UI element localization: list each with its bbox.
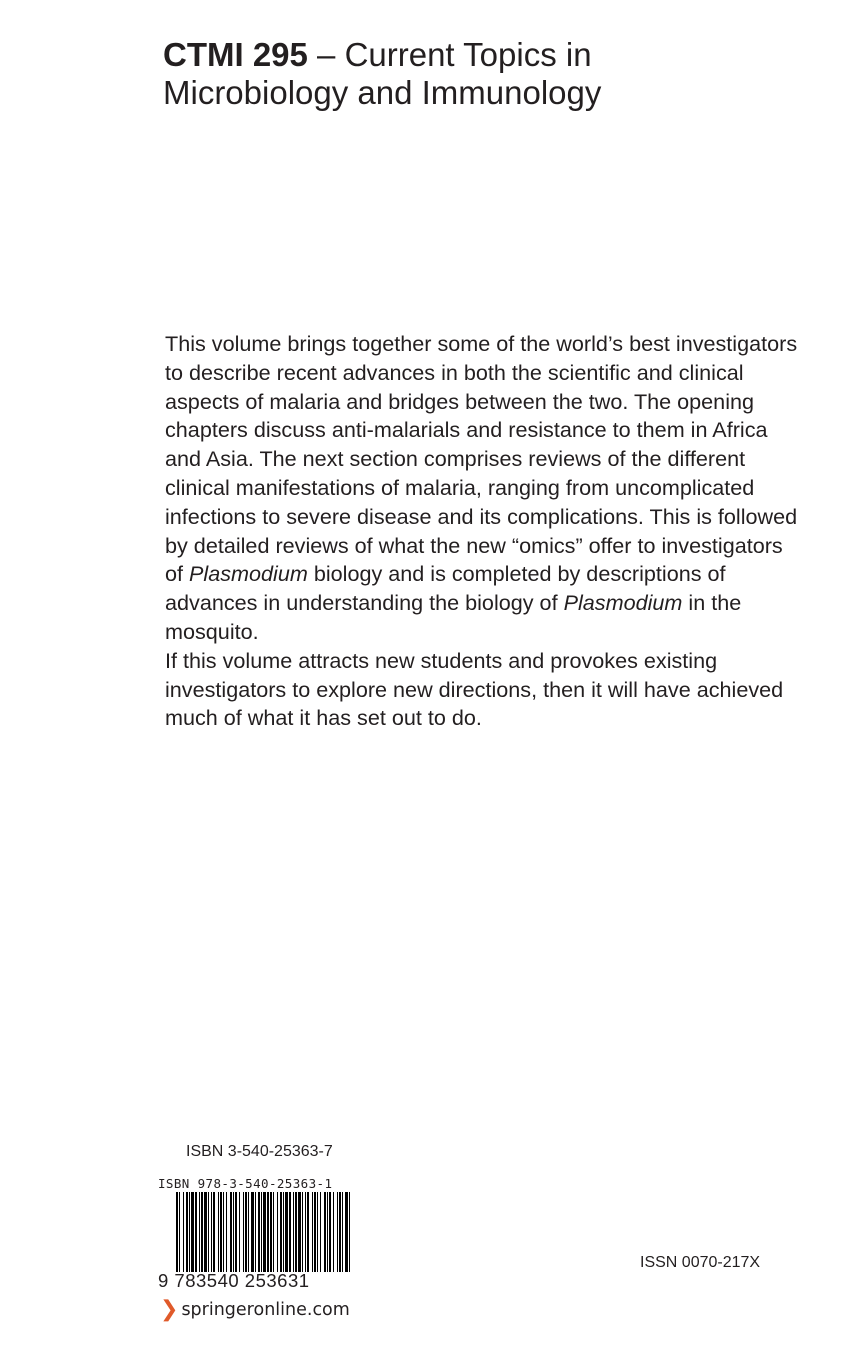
isbn-10: ISBN 3-540-25363-7 (186, 1143, 333, 1160)
barcode-bar (191, 1192, 194, 1272)
ean-digits: 9 783540 253631 (158, 1270, 310, 1291)
barcode-bar (199, 1192, 200, 1272)
barcode-bar (270, 1192, 272, 1272)
website-label: springeronline.com (181, 1300, 350, 1320)
barcode-bar (235, 1192, 237, 1272)
isbn-13: ISBN 978-3-540-25363-1 (158, 1176, 333, 1191)
chevron-right-icon: ❯ (160, 1297, 179, 1322)
barcode-bar (208, 1192, 209, 1272)
blurb-end: in the mosquito. (165, 590, 742, 644)
barcode-bar (280, 1192, 282, 1272)
barcode-bar (289, 1192, 291, 1272)
barcode-bar (248, 1192, 249, 1272)
barcode-block (158, 1176, 373, 1296)
barcode-bar (298, 1192, 301, 1272)
barcode-bar (223, 1192, 224, 1272)
barcode-bar (302, 1192, 303, 1272)
barcode-bar (263, 1192, 266, 1272)
barcode-bar (255, 1192, 256, 1272)
barcode-bar (317, 1192, 318, 1272)
issn: ISSN 0070-217X (640, 1254, 761, 1271)
barcode-bar (307, 1192, 309, 1272)
barcode-bar (345, 1192, 348, 1272)
barcode-bar (312, 1192, 313, 1272)
back-cover-blurb (165, 330, 805, 733)
barcode-bar (293, 1192, 294, 1272)
blurb-italic-plasmodium-2: Plasmodium (563, 590, 683, 616)
barcode-bar (179, 1192, 180, 1272)
barcode-bar (226, 1192, 227, 1272)
blurb-intro: This volume brings together some of the world’s best investigators to describe recent advances in both the scientific and clinical aspects of malaria and bridges between the two. The opening chapters discuss anti-malarials and resistance to them in Africa and Asia. The next section comprises reviews of the different clinical manifestations of malaria, ranging from uncomplicated infections to severe disease and its complications. This is followed by detailed reviews of what the new “omics” offer to investigators of (165, 331, 798, 587)
blurb-paragraph (165, 330, 805, 647)
barcode-bar (195, 1192, 197, 1272)
barcode-bar (333, 1192, 334, 1272)
barcode-bar (211, 1192, 212, 1272)
barcode-bar (285, 1192, 288, 1272)
barcode-bar (277, 1192, 278, 1272)
barcode-bar (213, 1192, 215, 1272)
barcode-bar (339, 1192, 341, 1272)
series-code: CTMI 295 (163, 36, 308, 73)
barcode-bar (305, 1192, 306, 1272)
series-title: – Current Topics in Microbiology and Immunology (163, 36, 602, 111)
barcode-bar (314, 1192, 316, 1272)
barcode-bar (243, 1192, 244, 1272)
barcode-bar (320, 1192, 321, 1272)
barcode-bar (176, 1192, 178, 1272)
barcode-bar (258, 1192, 260, 1272)
barcode-bar (239, 1192, 240, 1272)
barcode-bar (183, 1192, 184, 1272)
barcode-bar (204, 1192, 207, 1272)
blurb-mid: biology and is completed by descriptions of advances in understanding the biology of (165, 561, 726, 616)
barcode-bar (245, 1192, 247, 1272)
barcode-bar (230, 1192, 232, 1272)
barcode-bar (337, 1192, 338, 1272)
publisher-website-link[interactable] (160, 1299, 350, 1321)
barcode-bar (201, 1192, 203, 1272)
barcode-bar (273, 1192, 274, 1272)
barcode-bar (283, 1192, 284, 1272)
barcode-bar (349, 1192, 350, 1272)
barcode-bar (218, 1192, 219, 1272)
barcode-bar (186, 1192, 188, 1272)
barcode-bar (189, 1192, 190, 1272)
blurb-italic-plasmodium-1: Plasmodium (189, 561, 308, 587)
barcode-bar (267, 1192, 269, 1272)
barcode-bar (220, 1192, 222, 1272)
barcode-bar (327, 1192, 328, 1272)
barcode-bar (261, 1192, 262, 1272)
barcode-bar (342, 1192, 343, 1272)
barcode-bar (329, 1192, 331, 1272)
barcode-bar (233, 1192, 234, 1272)
cover-title (163, 36, 783, 112)
blurb-closing: If this volume attracts new students and provokes existing investigators to explore new directions, then it will have achieved much of what it has set out to do. (165, 647, 784, 731)
barcode-bar (295, 1192, 297, 1272)
barcode-bar (324, 1192, 326, 1272)
barcode-bar (251, 1192, 254, 1272)
barcode-icon (176, 1192, 354, 1272)
